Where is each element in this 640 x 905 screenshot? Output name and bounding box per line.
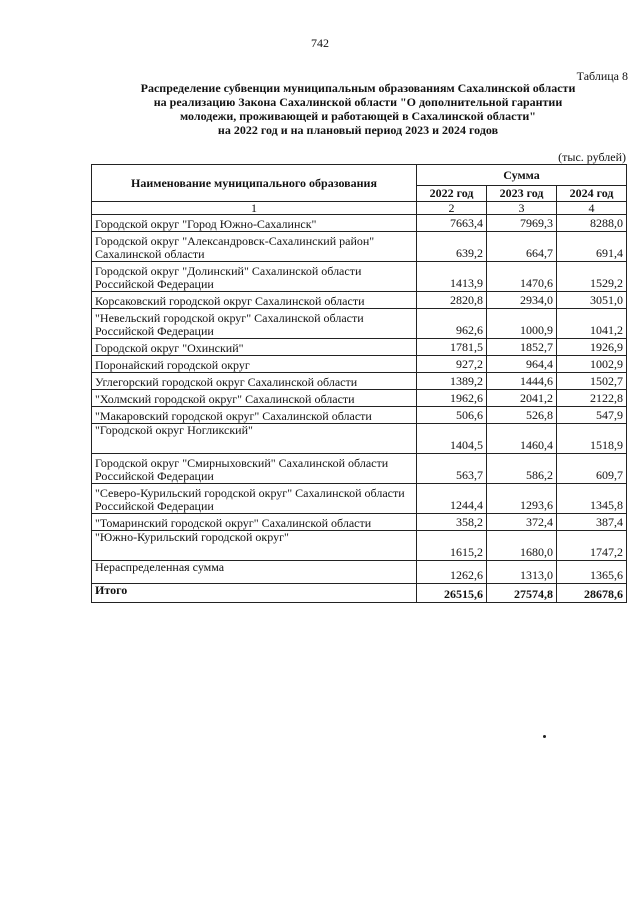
table-row: [92, 262, 627, 292]
document-title: [118, 81, 598, 137]
value-2023: 1293,6: [487, 484, 557, 514]
value-2023: 1000,9: [487, 309, 557, 339]
value-2022: 7663,4: [417, 215, 487, 232]
value-2022: 1262,6: [417, 561, 487, 584]
value-2024: 1518,9: [557, 424, 627, 454]
value-2022: 1615,2: [417, 531, 487, 561]
municipality-name: "Северо-Курильский городской округ" Сахалинской области Российской Федерации: [92, 484, 417, 514]
index-cell: 3: [487, 202, 557, 215]
value-2022: 563,7: [417, 454, 487, 484]
value-2022: 358,2: [417, 514, 487, 531]
value-2024: 8288,0: [557, 215, 627, 232]
municipality-name: "Макаровский городской округ" Сахалинской области: [92, 407, 417, 424]
value-2023: 1444,6: [487, 373, 557, 390]
value-2023: 2041,2: [487, 390, 557, 407]
scan-speck: [543, 735, 546, 738]
municipality-name: "Невельский городской округ" Сахалинской области Российской Федерации: [92, 309, 417, 339]
value-2022: 1404,5: [417, 424, 487, 454]
total-label: Итого: [92, 584, 417, 603]
header-sum: Сумма: [417, 165, 627, 186]
municipality-name: Корсаковский городской округ Сахалинской области: [92, 292, 417, 309]
value-2024: 691,4: [557, 232, 627, 262]
municipality-name: Городской округ "Охинский": [92, 339, 417, 356]
value-2024: 1502,7: [557, 373, 627, 390]
municipality-name: Углегорский городской округ Сахалинской области: [92, 373, 417, 390]
value-2024: 1747,2: [557, 531, 627, 561]
value-2022: 639,2: [417, 232, 487, 262]
value-2024: 1926,9: [557, 339, 627, 356]
index-row: [92, 202, 627, 215]
municipality-name: "Южно-Курильский городской округ": [92, 531, 417, 561]
table-row: [92, 484, 627, 514]
title-line: на реализацию Закона Сахалинской области "О дополнительной гарантии: [153, 95, 563, 109]
total-row: [92, 584, 627, 603]
municipality-name: "Холмский городской округ" Сахалинской области: [92, 390, 417, 407]
value-2022: 1244,4: [417, 484, 487, 514]
value-2022: 927,2: [417, 356, 487, 373]
header-name: Наименование муниципального образования: [92, 165, 417, 202]
value-2022: 506,6: [417, 407, 487, 424]
value-2023: 1470,6: [487, 262, 557, 292]
subsidy-table: [91, 164, 627, 603]
table-row: [92, 514, 627, 531]
value-2024: 609,7: [557, 454, 627, 484]
table-row: [92, 531, 627, 561]
value-2024: 1002,9: [557, 356, 627, 373]
table-row: [92, 424, 627, 454]
value-2023: 1680,0: [487, 531, 557, 561]
value-2024: 3051,0: [557, 292, 627, 309]
value-2022: 2820,8: [417, 292, 487, 309]
units-label: (тыс. рублей): [558, 150, 626, 164]
index-cell: 4: [557, 202, 627, 215]
table-row: [92, 215, 627, 232]
header-year-2024: 2024 год: [557, 186, 627, 202]
municipality-name: "Городской округ Ногликский": [92, 424, 417, 454]
municipality-name: Поронайский городской округ: [92, 356, 417, 373]
title-line: на 2022 год и на плановый период 2023 и 2024 годов: [217, 123, 499, 137]
total-2023: 27574,8: [487, 584, 557, 603]
value-2023: 664,7: [487, 232, 557, 262]
value-2024: 1529,2: [557, 262, 627, 292]
municipality-name: Городской округ "Город Южно-Сахалинск": [92, 215, 417, 232]
index-cell: 1: [92, 202, 417, 215]
municipality-name: Городской округ "Александровск-Сахалинский район" Сахалинской области: [92, 232, 417, 262]
title-line: молодежи, проживающей и работающей в Сахалинской области": [180, 109, 536, 123]
header-year-2023: 2023 год: [487, 186, 557, 202]
value-2022: 1962,6: [417, 390, 487, 407]
value-2024: 1365,6: [557, 561, 627, 584]
value-2022: 1389,2: [417, 373, 487, 390]
value-2022: 1413,9: [417, 262, 487, 292]
table-row: [92, 454, 627, 484]
value-2024: 2122,8: [557, 390, 627, 407]
total-2022: 26515,6: [417, 584, 487, 603]
municipality-name: "Томаринский городской округ" Сахалинской области: [92, 514, 417, 531]
value-2023: 2934,0: [487, 292, 557, 309]
table-row: [92, 373, 627, 390]
table-row: [92, 339, 627, 356]
value-2023: 1852,7: [487, 339, 557, 356]
value-2024: 387,4: [557, 514, 627, 531]
title-line: Распределение субвенции муниципальным образованиям Сахалинской области: [140, 81, 576, 95]
value-2022: 962,6: [417, 309, 487, 339]
municipality-name: Городской округ "Смирныховский" Сахалинской области Российской Федерации: [92, 454, 417, 484]
value-2024: 547,9: [557, 407, 627, 424]
page-number: 742: [311, 36, 329, 50]
municipality-name: Городской округ "Долинский" Сахалинской области Российской Федерации: [92, 262, 417, 292]
table-row: [92, 232, 627, 262]
total-2024: 28678,6: [557, 584, 627, 603]
value-2023: 372,4: [487, 514, 557, 531]
value-2022: 1781,5: [417, 339, 487, 356]
value-2023: 964,4: [487, 356, 557, 373]
header-year-2022: 2022 год: [417, 186, 487, 202]
municipality-name: Нераспределенная сумма: [92, 561, 417, 584]
value-2024: 1345,8: [557, 484, 627, 514]
table-label: Таблица 8: [576, 69, 628, 83]
value-2023: 1460,4: [487, 424, 557, 454]
table-row: [92, 309, 627, 339]
value-2023: 526,8: [487, 407, 557, 424]
table-row: [92, 292, 627, 309]
table-row: [92, 407, 627, 424]
table-row: [92, 561, 627, 584]
value-2023: 1313,0: [487, 561, 557, 584]
index-cell: 2: [417, 202, 487, 215]
value-2023: 7969,3: [487, 215, 557, 232]
value-2024: 1041,2: [557, 309, 627, 339]
table-row: [92, 356, 627, 373]
table-row: [92, 390, 627, 407]
value-2023: 586,2: [487, 454, 557, 484]
